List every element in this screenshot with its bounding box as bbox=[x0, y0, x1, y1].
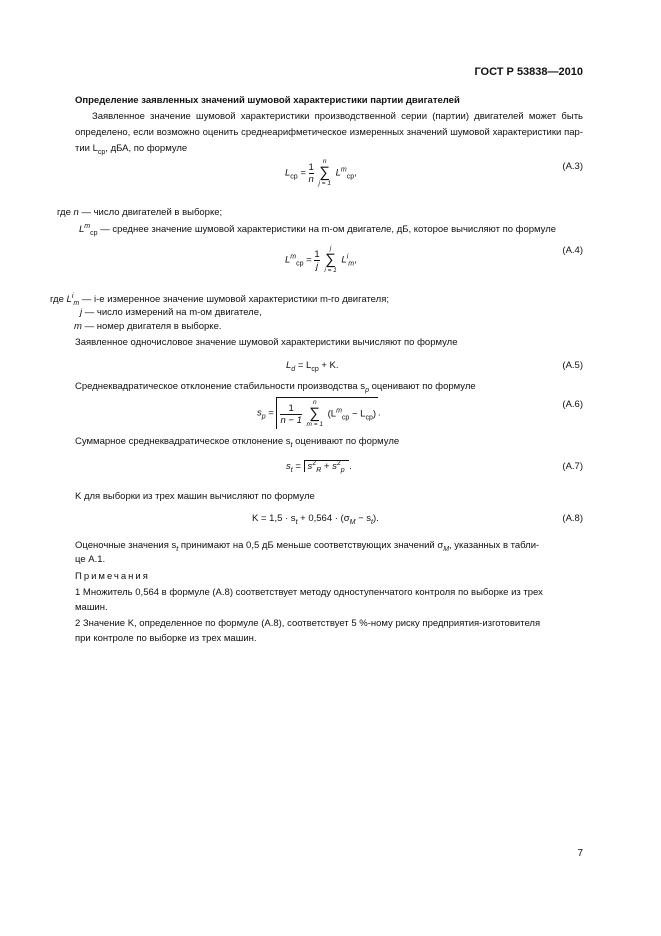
definition-lcp: $L^m_{ср}$ — среднее значение шумовой характеристики на m-ом двигателе, дБ, которое вычисляют по формуле bbox=[79, 223, 557, 238]
intro-paragraph-end: тии $L_{ср}$, дБА, по формуле bbox=[75, 143, 188, 156]
page-number: 7 bbox=[577, 848, 583, 859]
definition-j: j — число измерений на m-ом двигателе, bbox=[80, 307, 262, 318]
intro-paragraph: Заявленное значение шумовой характеристики производственной серии (партии) двигателей может быть определено, если возможно оценить среднеарифметическое измеренных значений шумовой характеристики пар- bbox=[75, 111, 583, 138]
formula-a5: $L_d = L_{ср} + K$. bbox=[286, 360, 339, 373]
formula-a8-label: (А.8) bbox=[562, 513, 583, 524]
formula-a7-label: (А.7) bbox=[562, 461, 583, 472]
formula-a3-label: (А.3) bbox=[562, 161, 583, 172]
note-2: 2 Значение K, определенное по формуле (А.8), соответствует 5 %-ному риску предприятия-изготовителя bbox=[75, 618, 541, 629]
sqrt-a7: $s^2_R + s^2_p$ bbox=[304, 460, 350, 472]
formula-a7: $s_t = s^2_R + s^2_p$ . bbox=[286, 460, 352, 475]
paragraph-a5: Заявленное одночисловое значение шумовой характеристики вычисляют по формуле bbox=[75, 337, 458, 348]
paragraph-a8: K для выборки из трех машин вычисляют по формуле bbox=[75, 491, 315, 502]
formula-a4-label: (А.4) bbox=[562, 245, 583, 256]
definition-n: где n — число двигателей в выборке; bbox=[57, 207, 223, 218]
paragraph-estimates-end: це А.1. bbox=[75, 554, 106, 565]
formula-a3: $L_{ср}$ = $\frac{1}{n}$ n ∑ j = 1 $L^m_{ср}$, bbox=[285, 158, 357, 187]
sqrt-a6: $\frac{1}{n - 1}$ n ∑ m = 1 $(L^m_{ср} - L_{ср})$ bbox=[276, 397, 378, 429]
paragraph-estimates: Оценочные значения $s_t$ принимают на 0,5 дБ меньше соответствующих значений $\sigma_M$, указанных в табли- bbox=[75, 540, 540, 553]
notes-title: Примечания bbox=[75, 571, 150, 582]
note-1-end: машин. bbox=[75, 602, 108, 613]
section-title: Определение заявленных значений шумовой характеристики партии двигателей bbox=[75, 95, 460, 106]
formula-a6-label: (А.6) bbox=[562, 399, 583, 410]
standard-header: ГОСТ Р 53838—2010 bbox=[474, 66, 583, 78]
formula-a4: $L^m_{ср}$ = $\frac{1}{j}$ j ∑ i = 1 $L^i_m$, bbox=[285, 245, 357, 274]
note-1: 1 Множитель 0,564 в формуле (А.8) соответствует методу одноступенчатого контроля по выборке из трех bbox=[75, 587, 543, 598]
definition-m: m — номер двигателя в выборке. bbox=[74, 321, 222, 332]
formula-a6: $s_p$ = $\frac{1}{n - 1}$ n ∑ m = 1 $(L^m_{ср} - L_{ср})$ . bbox=[257, 399, 381, 428]
formula-a8: $K = 1,5 \cdot s_t + 0,564 \cdot (\sigma_M - s_t)$. bbox=[252, 513, 379, 526]
paragraph-a6: Среднеквадратическое отклонение стабильности производства $s_p$ оценивают по формуле bbox=[75, 381, 476, 394]
paragraph-a7: Суммарное среднеквадратическое отклонение $s_t$ оценивают по формуле bbox=[75, 436, 400, 449]
formula-a5-label: (А.5) bbox=[562, 360, 583, 371]
definition-lim: где $L^i_m$ — i-е измеренное значение шумовой характеристики m-го двигателя; bbox=[50, 293, 389, 308]
note-2-end: при контроле по выборке из трех машин. bbox=[75, 633, 257, 644]
